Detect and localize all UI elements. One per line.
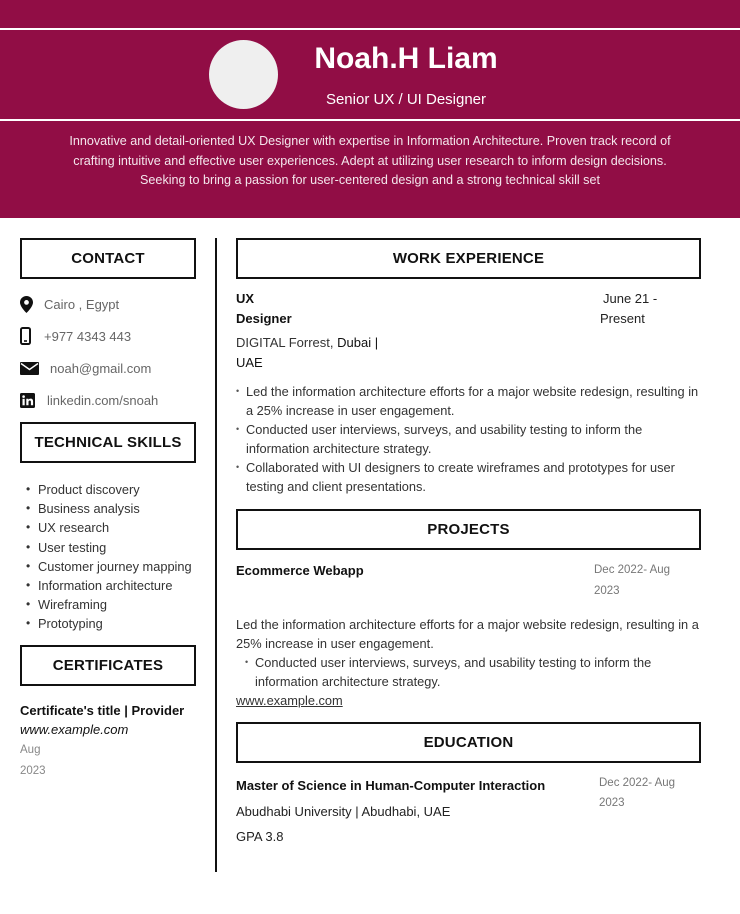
job-title-line1: UX	[236, 291, 255, 306]
skills-list	[26, 480, 192, 634]
contact-email-text[interactable]: noah@gmail.com	[50, 360, 152, 376]
certificate-year: 2023	[20, 765, 46, 777]
contact-heading: CONTACT	[20, 238, 196, 279]
project-date-line1: Dec 2022- Aug	[594, 564, 671, 576]
resume-header	[0, 0, 740, 218]
school-name: Abudhabi University | Abudhabi, UAE	[236, 804, 451, 819]
candidate-name: Noah.H Liam	[314, 42, 498, 75]
skill-item: • Business analysis	[26, 499, 192, 518]
project-description: Led the information architecture efforts for a major website redesign, resulting in a 25% increase in user engagement.	[236, 617, 699, 651]
certificate-link[interactable]: www.example.com	[20, 722, 129, 737]
project-bullet: • Conducted user interviews, surveys, and usability testing to inform the information architecture strategy.	[245, 653, 701, 691]
work-bullet: • Led the information architecture efforts for a major website redesign, resulting in a 25% increase in user engagement.	[236, 382, 701, 420]
certificates-heading: CERTIFICATES	[20, 645, 196, 686]
job-location-line2: UAE	[236, 355, 263, 370]
gpa: GPA 3.8	[236, 829, 284, 844]
candidate-role: Senior UX / UI Designer	[325, 91, 487, 108]
profile-summary: Innovative and detail-oriented UX Designer with expertise in Information Architecture. Proven track record of crafting intuitive and effective user experiences. Adept at utilizing user research to inform design decisions. Seeking to bring a passion for user-centered design and a strong technical skill set	[69, 134, 671, 187]
contact-linkedin	[20, 390, 158, 410]
job-company: DIGITAL Forrest,	[236, 335, 334, 350]
degree-title: Master of Science in Human-Computer Interaction	[236, 778, 546, 793]
education-date-line1: Dec 2022- Aug	[599, 777, 676, 789]
skill-item: • UX research	[26, 518, 192, 537]
job-date-line1: June 21 -	[603, 291, 658, 306]
contact-phone-text: +977 4343 443	[44, 328, 132, 344]
column-divider	[215, 238, 217, 872]
project-date-line2: 2023	[594, 585, 620, 597]
project-bullets	[245, 653, 701, 691]
technical-skills-heading: TECHNICAL SKILLS	[20, 422, 196, 463]
project-link[interactable]: www.example.com	[236, 693, 343, 708]
skill-item: • Wireframing	[26, 595, 192, 614]
project-name: Ecommerce Webapp	[236, 563, 364, 578]
contact-location	[20, 294, 119, 314]
contact-email	[20, 358, 151, 378]
work-bullet: • Collaborated with UI designers to create wireframes and prototypes for user testing and client presentations.	[236, 458, 701, 496]
mail-icon	[20, 362, 50, 375]
phone-icon	[20, 327, 44, 345]
contact-linkedin-text[interactable]: linkedin.com/snoah	[47, 392, 159, 408]
skill-item: • Information architecture	[26, 576, 192, 595]
certificate-month: Aug	[20, 744, 41, 756]
contact-phone	[20, 326, 131, 346]
header-bottom-rule	[0, 119, 740, 121]
education-heading: EDUCATION	[236, 722, 701, 763]
job-location: Dubai |	[337, 335, 379, 350]
work-bullets	[236, 382, 701, 496]
location-icon	[20, 296, 44, 313]
skill-item: • Prototyping	[26, 614, 192, 633]
skill-item: • Customer journey mapping	[26, 557, 192, 576]
job-date-line2: Present	[600, 311, 645, 326]
header-top-rule	[0, 28, 740, 30]
job-title-line2: Designer	[236, 311, 292, 326]
skill-item: • User testing	[26, 538, 192, 557]
contact-location-text: Cairo , Egypt	[44, 296, 120, 312]
education-date-line2: 2023	[599, 797, 625, 809]
work-bullet: • Conducted user interviews, surveys, and usability testing to inform the information architecture strategy.	[236, 420, 701, 458]
job-company-line	[236, 335, 378, 350]
certificate-title: Certificate's title | Provider	[20, 703, 185, 718]
skill-item: • Product discovery	[26, 480, 192, 499]
projects-heading: PROJECTS	[236, 509, 701, 550]
work-experience-heading: WORK EXPERIENCE	[236, 238, 701, 279]
linkedin-icon	[20, 393, 47, 408]
